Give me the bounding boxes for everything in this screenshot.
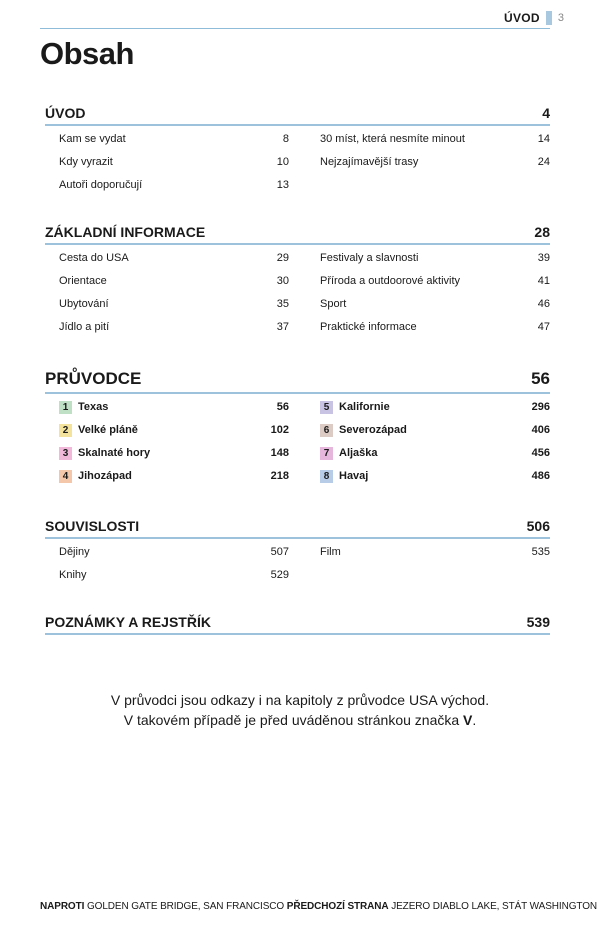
toc-section-title: PRŮVODCE	[45, 369, 142, 388]
toc-column-right	[320, 128, 550, 197]
toc-entry-label: Kalifornie	[339, 401, 390, 413]
note-text: V takovém případě je před uváděnou stránkou značka	[123, 712, 464, 728]
toc-entry-label: Kdy vyrazit	[59, 156, 113, 168]
toc-section-heading[interactable]	[45, 614, 550, 635]
toc-entry-label: Praktické informace	[320, 321, 417, 333]
toc-chapter-entry[interactable]	[59, 396, 289, 419]
toc-entry-label: Texas	[78, 401, 109, 413]
chapter-number-badge: 2	[59, 424, 72, 437]
note-mark: V	[463, 712, 473, 728]
caption-label-opposite: NAPROTI	[40, 901, 85, 912]
chapter-number-badge: 8	[320, 470, 333, 483]
toc-entry-label: Orientace	[59, 275, 107, 287]
toc-entry-page: 14	[537, 133, 550, 145]
toc-entry-page: 24	[537, 156, 550, 168]
note-line-1: V průvodci jsou odkazy i na kapitoly z průvodce USA východ.	[110, 692, 490, 708]
toc-entry-page: 29	[276, 252, 289, 264]
toc-column-right	[320, 396, 550, 488]
toc-entry-label: Film	[320, 546, 341, 558]
toc-section-title: ZÁKLADNÍ INFORMACE	[45, 224, 206, 240]
toc-entry-page: 13	[276, 179, 289, 191]
toc-entry-label: Velké pláně	[78, 424, 138, 436]
reference-note	[0, 690, 600, 730]
toc-column-right	[320, 541, 550, 587]
toc-entry-page: 47	[537, 321, 550, 333]
toc-entry[interactable]	[59, 128, 289, 151]
toc-entry-label: Příroda a outdoorové aktivity	[320, 275, 461, 287]
toc-entry-page: 46	[537, 298, 550, 310]
chapter-number-badge: 7	[320, 447, 333, 460]
toc-entry[interactable]	[320, 128, 550, 151]
toc-chapter-entry[interactable]	[59, 419, 289, 442]
note-text-end: .	[472, 712, 477, 728]
running-head-marker	[546, 11, 552, 25]
toc-entry[interactable]	[320, 247, 550, 270]
toc-chapter-entry[interactable]	[59, 442, 289, 465]
toc-entry-page: 535	[531, 546, 550, 558]
toc-chapter-entry[interactable]	[320, 442, 550, 465]
chapter-number-badge: 6	[320, 424, 333, 437]
toc-entry[interactable]	[59, 247, 289, 270]
caption-text-previous: JEZERO DIABLO LAKE, STÁT WASHINGTON	[388, 901, 598, 912]
toc-entry-label: Aljaška	[339, 447, 378, 459]
toc-section-title: POZNÁMKY A REJSTŘÍK	[45, 614, 211, 630]
toc-section-page: 56	[531, 369, 550, 388]
toc-entry-page: 37	[276, 321, 289, 333]
toc-entry-label: Kam se vydat	[59, 133, 126, 145]
toc-column-left	[59, 396, 289, 488]
toc-section-heading[interactable]	[45, 518, 550, 539]
chapter-number-badge: 4	[59, 470, 72, 483]
toc-entry[interactable]	[59, 174, 289, 197]
toc-column-left	[59, 541, 289, 587]
running-head-section: ÚVOD	[504, 11, 540, 25]
toc-entry[interactable]	[59, 316, 289, 339]
toc-entry[interactable]	[320, 151, 550, 174]
toc-entry-label: Nejzajímavější trasy	[320, 156, 419, 168]
toc-entry[interactable]	[59, 293, 289, 316]
toc-entry[interactable]	[59, 270, 289, 293]
toc-entry[interactable]	[320, 293, 550, 316]
toc-entry-label: Dějiny	[59, 546, 90, 558]
toc-chapter-entry[interactable]	[320, 396, 550, 419]
toc-section-page: 506	[526, 518, 550, 534]
toc-section-heading[interactable]	[45, 369, 550, 394]
toc-chapter-entry[interactable]	[59, 465, 289, 488]
toc-entry-label: Skalnaté hory	[78, 447, 151, 459]
toc-entry-page: 30	[276, 275, 289, 287]
toc-entry[interactable]	[320, 541, 550, 564]
toc-entry-label: Jídlo a pití	[59, 321, 110, 333]
chapter-number-badge: 3	[59, 447, 72, 460]
toc-entry-page: 35	[276, 298, 289, 310]
toc-entry-page: 10	[276, 156, 289, 168]
running-head	[504, 10, 564, 26]
toc-entry[interactable]	[59, 541, 289, 564]
toc-section-uvod	[45, 105, 550, 197]
toc-entry-page: 56	[276, 401, 289, 413]
toc-section-souvislosti	[45, 518, 550, 587]
toc-entry[interactable]	[59, 564, 289, 587]
toc-entry-page: 218	[270, 470, 289, 482]
toc-entry-page: 102	[270, 424, 289, 436]
toc-column-right	[320, 247, 550, 339]
toc-section-page: 539	[526, 614, 550, 630]
toc-entry-page: 406	[531, 424, 550, 436]
toc-entry[interactable]	[320, 316, 550, 339]
toc-section-heading[interactable]	[45, 105, 550, 126]
page-number: 3	[557, 12, 564, 24]
caption-label-previous: PŘEDCHOZÍ STRANA	[286, 901, 389, 912]
toc-entry-label: 30 míst, která nesmíte minout	[320, 133, 465, 145]
toc-entry-page: 507	[270, 546, 289, 558]
toc-entry-label: Festivaly a slavnosti	[320, 252, 419, 264]
toc-section-pruvodce	[45, 369, 550, 488]
toc-chapter-entry[interactable]	[320, 419, 550, 442]
toc-entry[interactable]	[59, 151, 289, 174]
toc-section-page: 28	[534, 224, 550, 240]
chapter-number-badge: 1	[59, 401, 72, 414]
toc-entry[interactable]	[320, 270, 550, 293]
toc-section-heading[interactable]	[45, 224, 550, 245]
toc-entry-page: 296	[531, 401, 550, 413]
toc-section-title: ÚVOD	[45, 105, 86, 121]
header-rule	[40, 28, 550, 29]
toc-section-page: 4	[542, 105, 550, 121]
toc-entry-page: 486	[531, 470, 550, 482]
photo-caption	[40, 901, 597, 912]
toc-column-left	[59, 128, 289, 197]
toc-entry-page: 456	[531, 447, 550, 459]
toc-entry-label: Ubytování	[59, 298, 109, 310]
caption-text-opposite: GOLDEN GATE BRIDGE, SAN FRANCISCO	[84, 901, 287, 912]
toc-section-title: SOUVISLOSTI	[45, 518, 140, 534]
toc-entry-label: Autoři doporučují	[59, 179, 143, 191]
toc-entry-page: 529	[270, 569, 289, 581]
toc-chapter-entry[interactable]	[320, 465, 550, 488]
toc-section-zakladni-informace	[45, 224, 550, 339]
toc-entry-page: 8	[282, 133, 289, 145]
toc-entry-page: 41	[537, 275, 550, 287]
toc-entry-label: Jihozápad	[78, 470, 132, 482]
toc-entry-label: Knihy	[59, 569, 87, 581]
toc-entry-label: Havaj	[339, 470, 369, 482]
chapter-number-badge: 5	[320, 401, 333, 414]
toc-entry-label: Sport	[320, 298, 347, 310]
toc-entry-label: Severozápad	[339, 424, 407, 436]
toc-entry-page: 39	[537, 252, 550, 264]
toc-column-left	[59, 247, 289, 339]
note-line-2	[0, 710, 600, 730]
toc-entry-label: Cesta do USA	[59, 252, 129, 264]
page-title: Obsah	[40, 36, 134, 71]
toc-section-poznamky-rejstrik	[45, 614, 550, 635]
toc-entry-page: 148	[270, 447, 289, 459]
